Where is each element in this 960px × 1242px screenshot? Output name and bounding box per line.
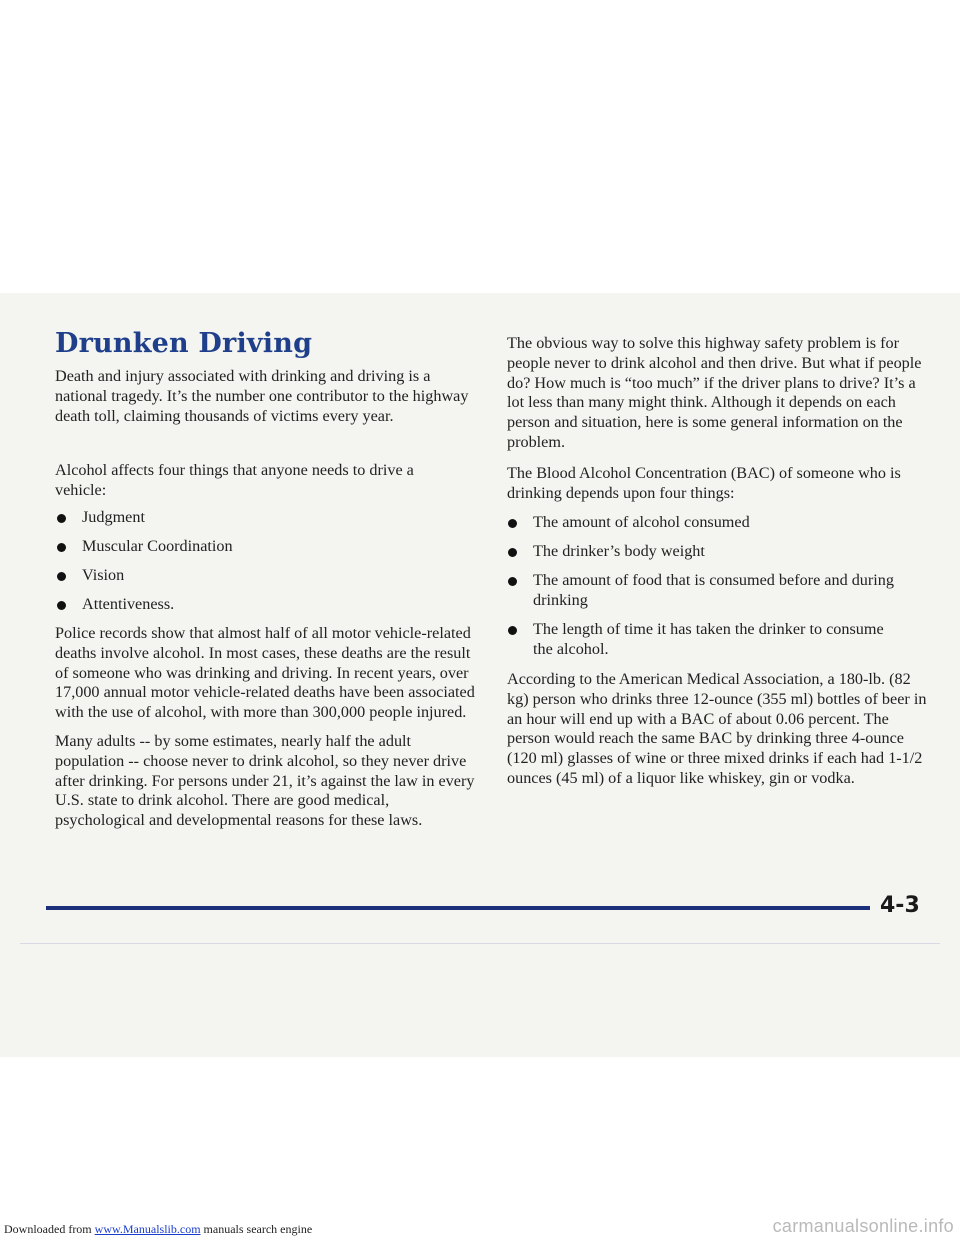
right-paragraph-2: The Blood Alcohol Concentration (BAC) of someone who is drinking depends upon four things: bbox=[507, 464, 901, 502]
bullet-icon bbox=[508, 519, 517, 528]
right-paragraph-1: The obvious way to solve this highway safety problem is for people never to drink alcohol and then drive. But what if people do? How much is “too much” if the driver plans to drive? It’s a lot less than many might think. Although it depends on each person and situation, here is some general information on the problem. bbox=[507, 334, 922, 451]
bullet-icon bbox=[57, 543, 66, 552]
bullet-icon bbox=[57, 572, 66, 581]
bullet-icon bbox=[508, 626, 517, 635]
left-paragraph-4: Many adults -- by some estimates, nearly half the adult population -- choose never to drink alcohol, so they never drive after drinking. For persons under 21, it’s against the law in every U.S. state to drink alcohol. There are good medical, psychological and developmental reasons for these laws. bbox=[55, 732, 475, 830]
bullet-icon bbox=[508, 577, 517, 586]
bullet-icon bbox=[57, 601, 66, 610]
left-paragraph-3: Police records show that almost half of all motor vehicle-related deaths involve alcohol. In most cases, these deaths are the result of someone who was drinking and driving. In recent years, over 17,000 annual motor vehicle-related deaths have been associated with the use of alcohol, with more than 300,000 people injured. bbox=[55, 624, 475, 722]
page-number: 4-3 bbox=[880, 893, 920, 918]
left-paragraph-1: Death and injury associated with drinking and driving is a national tragedy. It’s the number one contributor to the highway death toll, claiming thousands of victims every year. bbox=[55, 367, 469, 425]
bullet-icon bbox=[508, 548, 517, 557]
scan-line bbox=[20, 943, 940, 944]
bullet-icon bbox=[57, 514, 66, 523]
watermark-text: carmanualsonline.info bbox=[772, 1216, 954, 1236]
page-rule bbox=[46, 906, 870, 910]
right-paragraph-3: According to the American Medical Association, a 180-lb. (82 kg) person who drinks three 12-ounce (355 ml) bottles of beer in an hour will end up with a BAC of about 0.06 percent. The person would reach the same BAC by drinking three 4-ounce (120 ml) glasses of wine or three mixed drinks if each had 1-1/2 ounces (45 ml) of a liquor like whiskey, gin or vodka. bbox=[507, 670, 927, 787]
left-paragraph-2: Alcohol affects four things that anyone needs to drive a vehicle: bbox=[55, 461, 414, 499]
page-title: Drunken Driving bbox=[55, 328, 313, 359]
footer-credit: Downloaded from www.Manualslib.com manuals search engine bbox=[4, 1222, 313, 1236]
manualslib-link[interactable]: www.Manualslib.com bbox=[94, 1222, 201, 1236]
